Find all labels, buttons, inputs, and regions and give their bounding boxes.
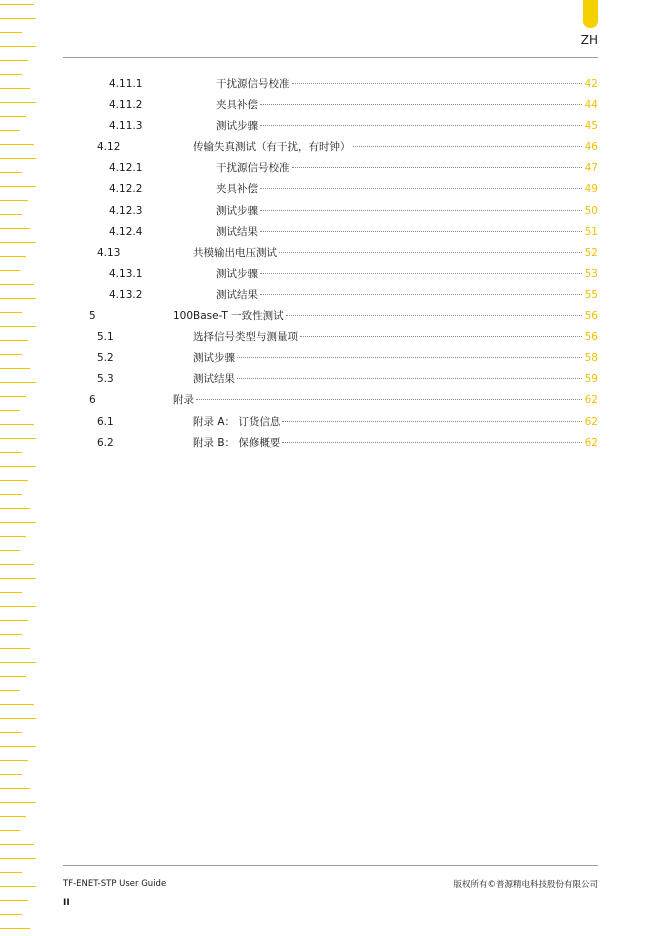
toc-entry-page[interactable]: 46 <box>584 141 598 154</box>
toc-entry-title[interactable]: 测试结果 <box>216 288 258 301</box>
toc-entry-page[interactable]: 45 <box>584 120 598 133</box>
toc-entry-page[interactable]: 47 <box>584 162 598 175</box>
toc-entry-page[interactable]: 52 <box>584 246 598 259</box>
language-label: ZH <box>580 33 598 47</box>
toc-entry-page[interactable]: 62 <box>584 394 598 407</box>
footer-rule <box>63 865 598 866</box>
toc-entry-number: 6 <box>89 394 96 407</box>
toc-entry-page[interactable]: 58 <box>584 352 598 365</box>
toc-entry-title[interactable]: 附录 A： 订货信息 <box>193 415 281 428</box>
toc-entry[interactable] <box>63 433 598 454</box>
toc-entry-title[interactable]: 干扰源信号校准 <box>216 162 290 175</box>
toc-entry-title[interactable]: 夹具补偿 <box>216 183 258 196</box>
toc-entry[interactable] <box>63 285 598 306</box>
footer-copyright: 版权所有©普源精电科技股份有限公司 <box>453 880 598 890</box>
toc-entry-page[interactable]: 62 <box>584 436 598 449</box>
toc-entry[interactable] <box>63 222 598 243</box>
language-tab <box>583 0 598 28</box>
footer-doc-title: TF-ENET-STP User Guide <box>63 879 167 889</box>
toc-entry-number: 4.13.2 <box>109 288 143 301</box>
toc-entry-page[interactable]: 44 <box>584 99 598 112</box>
dot-leader <box>196 399 582 400</box>
toc-entry-title[interactable]: 测试步骤 <box>216 204 258 217</box>
dot-leader <box>237 357 582 358</box>
toc-entry-title[interactable]: 测试步骤 <box>216 120 258 133</box>
dot-leader <box>237 378 582 379</box>
dot-leader <box>292 83 582 84</box>
dot-leader <box>282 421 581 422</box>
toc-entry[interactable] <box>63 74 598 95</box>
toc-entry-page[interactable]: 62 <box>584 415 598 428</box>
dot-leader <box>260 294 582 295</box>
toc-entry-number: 4.12 <box>97 141 121 154</box>
toc-entry-page[interactable]: 49 <box>584 183 598 196</box>
toc-entry[interactable] <box>63 412 598 433</box>
dot-leader <box>260 125 582 126</box>
toc-entry[interactable] <box>63 137 598 158</box>
toc-entry-number: 4.12.4 <box>109 225 143 238</box>
toc-entry-number: 4.12.3 <box>109 204 143 217</box>
toc-entry-number: 4.12.1 <box>109 162 143 175</box>
dot-leader <box>292 167 582 168</box>
toc-entry-title[interactable]: 附录 B： 保修概要 <box>193 436 281 449</box>
toc-entry[interactable] <box>63 390 598 411</box>
toc-entry-number: 4.12.2 <box>109 183 143 196</box>
toc-entry-page[interactable]: 53 <box>584 267 598 280</box>
dot-leader <box>260 104 582 105</box>
dot-leader <box>260 231 582 232</box>
toc-entry-title[interactable]: 传输失真测试（有干扰，有时钟） <box>193 141 351 154</box>
toc-entry-title[interactable]: 附录 <box>173 394 194 407</box>
toc-entry-title[interactable]: 测试结果 <box>216 225 258 238</box>
toc-entry-title[interactable]: 100Base-T 一致性测试 <box>173 310 284 323</box>
toc-entry-number: 4.13.1 <box>109 267 143 280</box>
toc-entry[interactable] <box>63 95 598 116</box>
toc-entry-number: 5.2 <box>97 352 114 365</box>
toc-entry-title[interactable]: 选择信号类型与测量项 <box>193 331 298 344</box>
dot-leader <box>300 336 582 337</box>
toc-entry[interactable] <box>63 201 598 222</box>
toc-entry-title[interactable]: 共模输出电压测试 <box>193 246 277 259</box>
dot-leader <box>260 188 582 189</box>
toc-entry-number: 4.11.1 <box>109 78 143 90</box>
toc-entry-page[interactable]: 59 <box>584 373 598 386</box>
dot-leader <box>260 273 582 274</box>
dot-leader <box>260 210 582 211</box>
toc-entry[interactable] <box>63 348 598 369</box>
toc-entry-number: 4.11.3 <box>109 120 143 133</box>
toc-entry-number: 4.11.2 <box>109 99 143 112</box>
toc-entry-number: 4.13 <box>97 246 121 259</box>
toc-entry[interactable] <box>63 116 598 137</box>
dot-leader <box>286 315 582 316</box>
toc-entry[interactable] <box>63 179 598 200</box>
table-of-contents <box>63 74 598 454</box>
toc-entry-title[interactable]: 测试结果 <box>193 373 235 386</box>
toc-entry[interactable] <box>63 369 598 390</box>
page-edge-marks <box>0 0 40 936</box>
toc-entry-page[interactable]: 56 <box>584 310 598 323</box>
toc-entry[interactable] <box>63 158 598 179</box>
toc-entry-title[interactable]: 干扰源信号校准 <box>216 78 290 90</box>
toc-entry-title[interactable]: 测试步骤 <box>193 352 235 365</box>
toc-entry[interactable] <box>63 306 598 327</box>
toc-entry-page[interactable]: 50 <box>584 204 598 217</box>
page-number: II <box>63 898 70 908</box>
toc-entry[interactable] <box>63 327 598 348</box>
toc-entry-number: 5.1 <box>97 331 114 344</box>
toc-entry-page[interactable]: 56 <box>584 331 598 344</box>
dot-leader <box>353 146 582 147</box>
toc-entry-number: 6.2 <box>97 436 114 449</box>
toc-entry-page[interactable]: 42 <box>584 78 598 90</box>
toc-entry[interactable] <box>63 243 598 264</box>
toc-entry-number: 5 <box>89 310 96 323</box>
toc-entry-number: 5.3 <box>97 373 114 386</box>
dot-leader <box>279 252 582 253</box>
toc-entry-number: 6.1 <box>97 415 114 428</box>
toc-entry-title[interactable]: 夹具补偿 <box>216 99 258 112</box>
toc-entry-page[interactable]: 51 <box>584 225 598 238</box>
toc-entry-page[interactable]: 55 <box>584 288 598 301</box>
toc-entry-title[interactable]: 测试步骤 <box>216 267 258 280</box>
header-rule <box>63 57 598 58</box>
toc-entry[interactable] <box>63 264 598 285</box>
dot-leader <box>282 442 581 443</box>
